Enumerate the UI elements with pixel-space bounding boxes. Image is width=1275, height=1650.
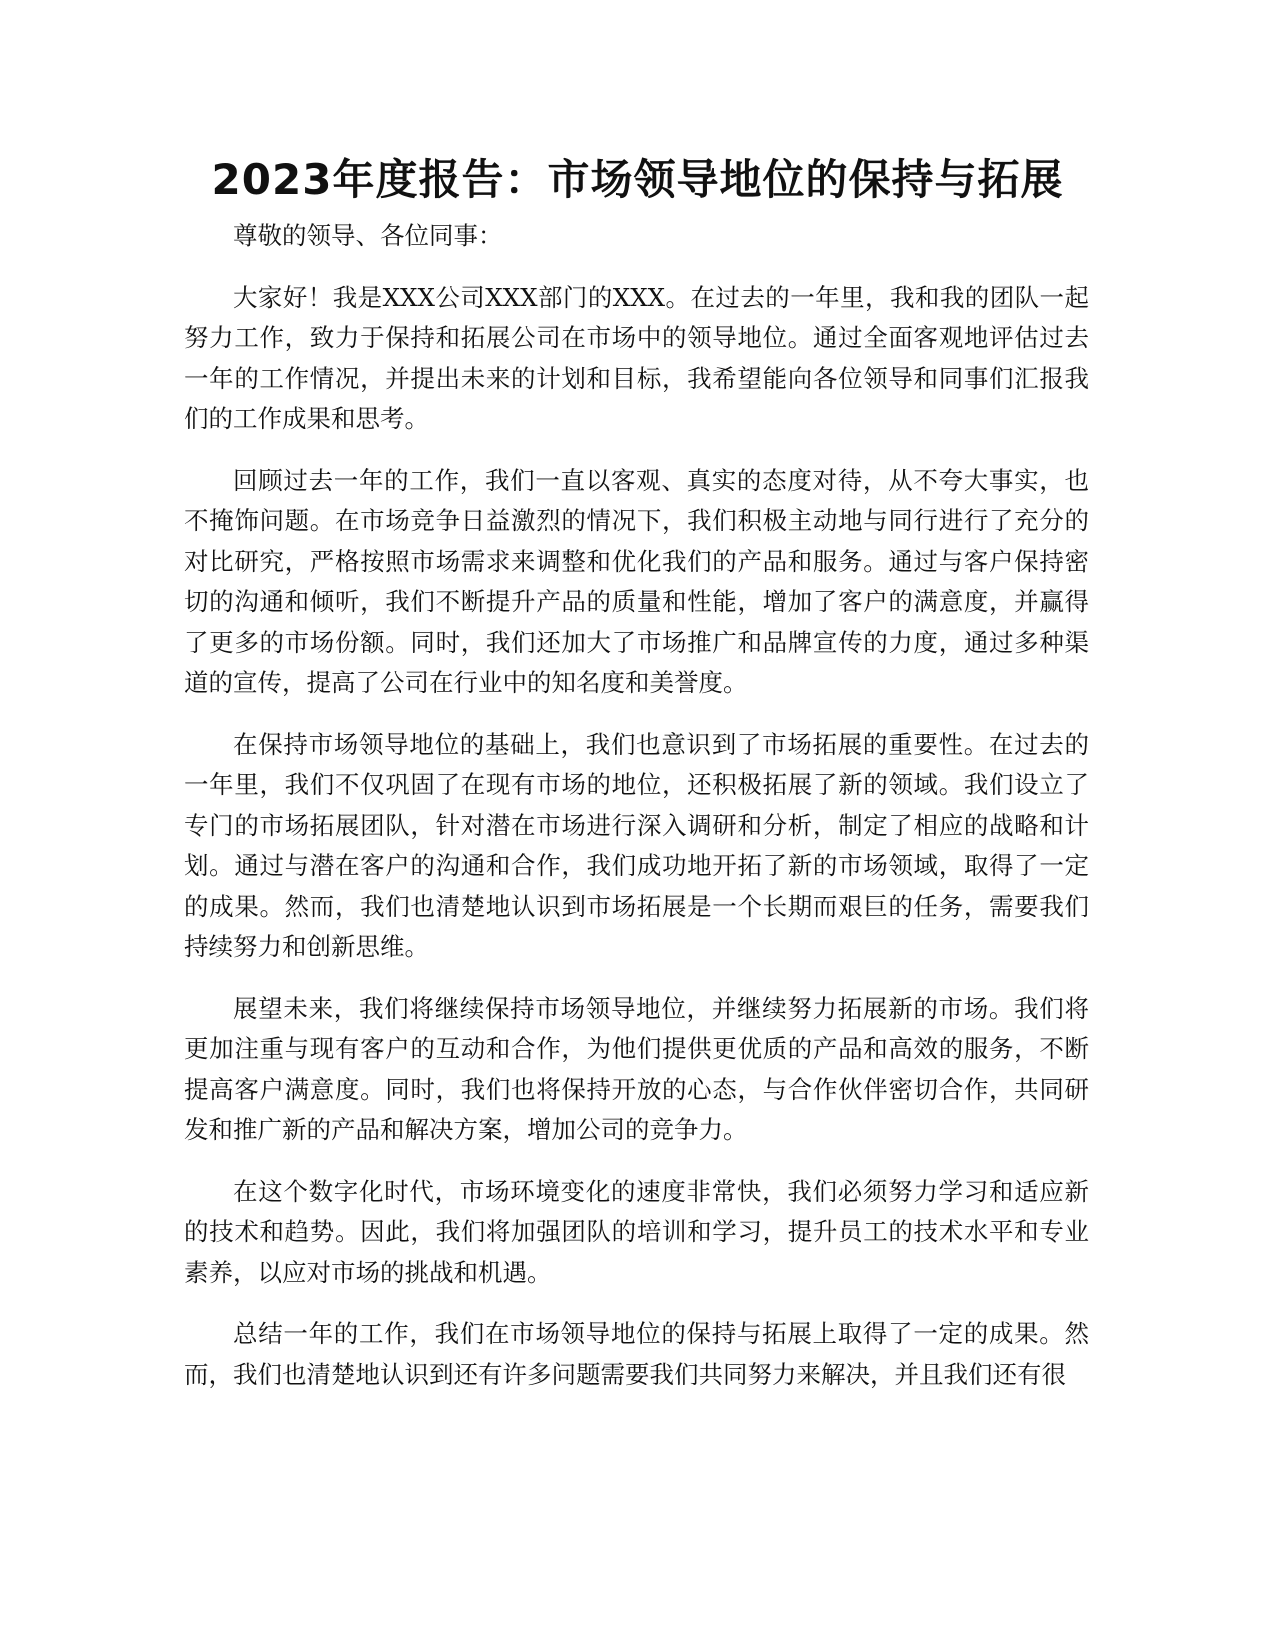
paragraph-introduction: 大家好！我是XXX公司XXX部门的XXX。在过去的一年里，我和我的团队一起努力工作，致力于保持和拓展公司在市场中的领导地位。通过全面客观地评估过去一年的工作情况，并提出未来的计划和目标，我希望能向各位领导和同事们汇报我们的工作成果和思考。 (184, 282, 1089, 433)
paragraph-summary: 总结一年的工作，我们在市场领导地位的保持与拓展上取得了一定的成果。然而，我们也清楚地认识到还有许多问题需要我们共同努力来解决，并且我们还有很 (184, 1319, 1089, 1389)
paragraph-review: 回顾过去一年的工作，我们一直以客观、真实的态度对待，从不夸大事实，也不掩饰问题。在市场竞争日益激烈的情况下，我们积极主动地与同行进行了充分的对比研究，严格按照市场需求来调整和优化我们的产品和服务。通过与客户保持密切的沟通和倾听，我们不断提升产品的质量和性能，增加了客户的满意度，并赢得了更多的市场份额。同时，我们还加大了市场推广和品牌宣传的力度，通过多种渠道的宣传，提高了公司在行业中的知名度和美誉度。 (184, 465, 1089, 697)
document-body (184, 216, 1089, 1416)
paragraph-market-expansion: 在保持市场领导地位的基础上，我们也意识到了市场拓展的重要性。在过去的一年里，我们不仅巩固了在现有市场的地位，还积极拓展了新的领域。我们设立了专门的市场拓展团队，针对潜在市场进行深入调研和分析，制定了相应的战略和计划。通过与潜在客户的沟通和合作，我们成功地开拓了新的市场领域，取得了一定的成果。然而，我们也清楚地认识到市场拓展是一个长期而艰巨的任务，需要我们持续努力和创新思维。 (184, 729, 1089, 961)
paragraph-digital-era: 在这个数字化时代，市场环境变化的速度非常快，我们必须努力学习和适应新的技术和趋势。因此，我们将加强团队的培训和学习，提升员工的技术水平和专业素养，以应对市场的挑战和机遇。 (184, 1176, 1089, 1287)
document-title: 2023年度报告：市场领导地位的保持与拓展 (211, 155, 1064, 204)
paragraph-outlook: 展望未来，我们将继续保持市场领导地位，并继续努力拓展新的市场。我们将更加注重与现有客户的互动和合作，为他们提供更优质的产品和高效的服务，不断提高客户满意度。同时，我们也将保持开放的心态，与合作伙伴密切合作，共同研发和推广新的产品和解决方案，增加公司的竞争力。 (184, 993, 1089, 1144)
paragraph-salutation: 尊敬的领导、各位同事： (233, 221, 503, 250)
